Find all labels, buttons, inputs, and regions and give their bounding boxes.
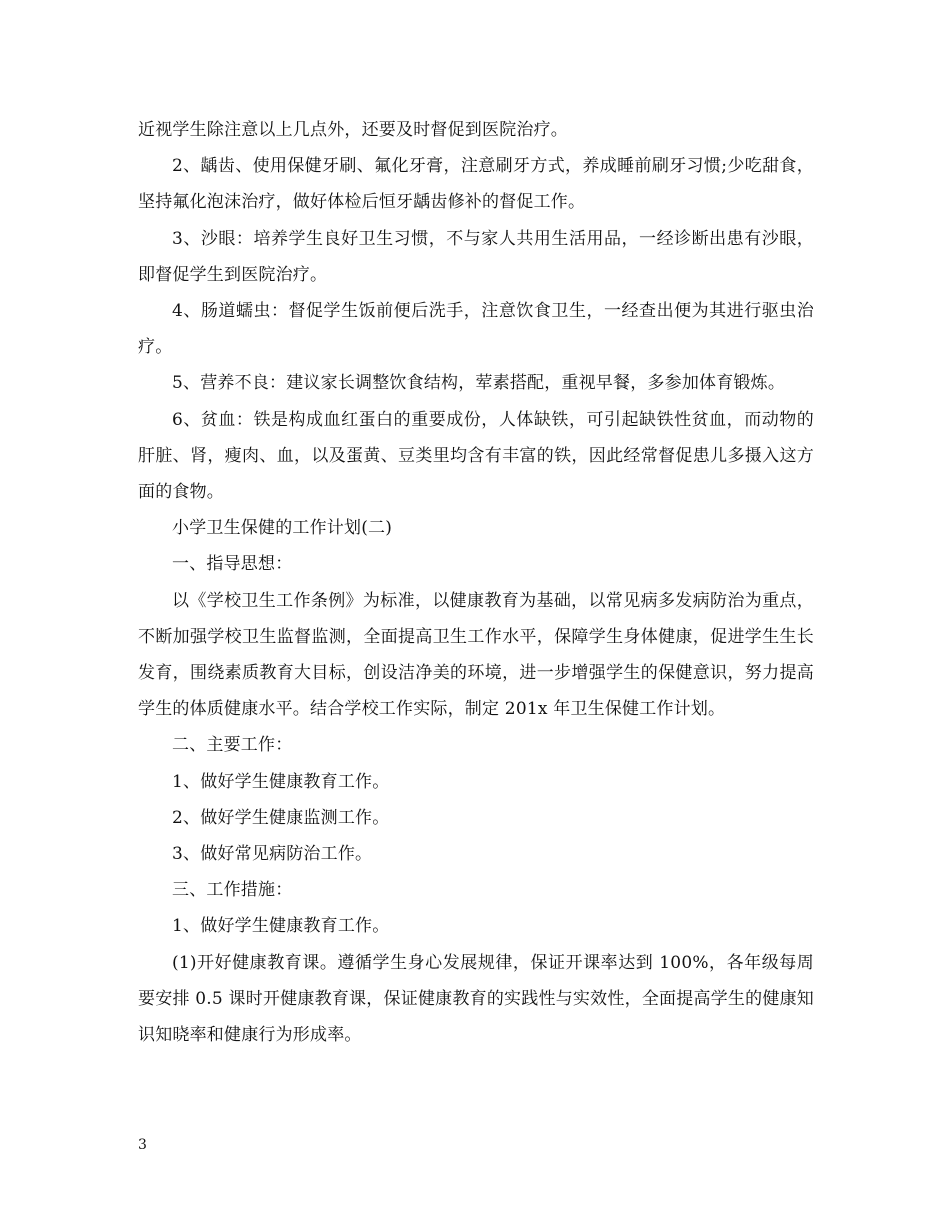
list-item: 3、做好常见病防治工作。 [172,844,373,865]
paragraph: 近视学生除注意以上几点外，还要及时督促到医院治疗。 [138,120,568,140]
paragraph: 以《学校卫生工作条例》为标准，以健康教育为基础，以常见病多发病防治为重点，不断加强学校卫生监督监测，全面提高卫生工作水平，保障学生身体健康，促进学生生长发育，围绕素质教育大目标，创设洁净美的环境，进一步增强学生的保健意识，努力提高学生的体质健康水平。结合学校工作实际，制定 201x 年卫生保健工作计划。 [138,590,814,720]
heading: 一、指导思想： [172,554,293,575]
list-item: 1、做好学生健康教育工作。 [172,771,390,792]
paragraph: 6、贫血：铁是构成血红蛋白的重要成份，人体缺铁，可引起缺铁性贫血，而动物的肝脏、肾，瘦肉、血，以及蛋黄、豆类里均含有丰富的铁，因此经常督促患儿多摄入这方面的食物。 [138,409,814,503]
paragraph: 5、营养不良：建议家长调整饮食结构，荤素搭配，重视早餐，多参加体育锻炼。 [172,373,786,394]
list-item: 2、做好学生健康监测工作。 [172,807,390,828]
section-title: 小学卫生保健的工作计划(二) [172,518,393,539]
paragraph: 4、肠道蠕虫：督促学生饭前便后洗手，注意饮食卫生，一经查出便为其进行驱虫治疗。 [138,301,814,358]
heading: 二、主要工作： [172,735,293,756]
heading: 三、工作措施： [172,880,293,901]
paragraph: 3、沙眼：培养学生良好卫生习惯，不与家人共用生活用品，一经诊断出患有沙眼，即督促学生到医院治疗。 [138,228,814,285]
paragraph: 2、龋齿、使用保健牙刷、氟化牙膏，注意刷牙方式，养成睡前刷牙习惯;少吃甜食，坚持氟化泡沫治疗，做好体检后恒牙龋齿修补的督促工作。 [138,156,814,213]
page-number: 3 [138,1137,147,1153]
document-body [138,112,814,1053]
list-item: 1、做好学生健康教育工作。 [172,916,390,937]
paragraph: (1)开好健康教育课。遵循学生身心发展规律，保证开课率达到 100%，各年级每周要安排 0.5 课时开健康教育课，保证健康教育的实践性与实效性，全面提高学生的健康知识知晓率和健康行为形成率。 [138,952,814,1046]
